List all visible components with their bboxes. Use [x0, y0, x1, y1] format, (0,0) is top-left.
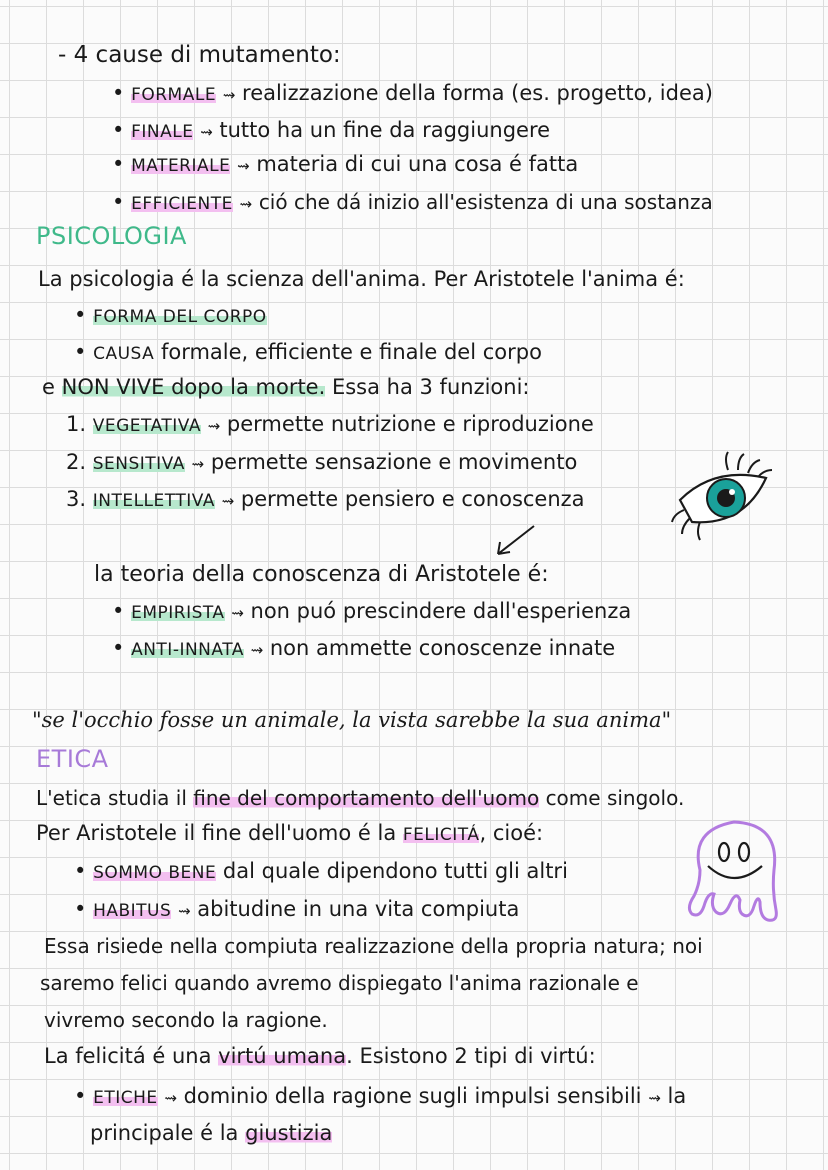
etica-para-3: vivremo secondo la ragione.	[44, 1008, 328, 1032]
text: , cioé:	[479, 821, 544, 845]
def-empirista: non puó prescindere dall'esperienza	[250, 599, 632, 623]
text: La felicitá é una	[44, 1044, 212, 1068]
psicologia-bullet-causa	[74, 339, 542, 367]
term-materiale: MATERIALE	[131, 156, 231, 176]
arrow-icon: ⇝	[191, 455, 205, 473]
etica-para-2: saremo felici quando avremo dispiegato l'anima razionale e	[40, 971, 639, 995]
text: e	[42, 375, 55, 399]
arrow-icon: ⇝	[222, 86, 236, 104]
text: L'etica studia il	[36, 786, 187, 810]
psicologia-intro: La psicologia é la scienza dell'anima. Per Aristotele l'anima é:	[38, 267, 685, 291]
term-forma-corpo: FORMA DEL CORPO	[93, 307, 267, 327]
cause-item-materiale	[112, 151, 578, 179]
def-formale: realizzazione della forma (es. progetto, idea)	[242, 81, 713, 105]
arrow-icon: ⇝	[177, 902, 191, 920]
etica-line-1	[36, 785, 684, 811]
bullet: •	[112, 599, 125, 623]
arrow-icon: ⇝	[207, 417, 221, 435]
bullet: •	[74, 897, 87, 921]
arrow-icon: ⇝	[239, 195, 253, 213]
def-efficiente: ció che dá inizio all'esistenza di una sostanza	[258, 190, 713, 214]
teoria-intro: la teoria della conoscenza di Aristotele é:	[94, 562, 549, 587]
arrow-icon: ⇝	[237, 157, 250, 175]
highlight-virtu-umana: virtú umana	[218, 1044, 347, 1068]
highlight-felicita: FELICITÁ	[402, 825, 480, 845]
term-habitus: HABITUS	[93, 901, 172, 921]
text: principale é la	[90, 1121, 239, 1145]
highlight-fine-comportamento: fine del comportamento dell'uomo	[193, 786, 540, 810]
quote: "se l'occhio fosse un animale, la vista sarebbe la sua anima"	[32, 708, 672, 732]
etica-line-virtu	[44, 1043, 596, 1069]
term-finale: FINALE	[131, 122, 194, 142]
cause-title: - 4 cause di mutamento:	[58, 42, 341, 68]
teoria-item-empirista	[112, 598, 631, 626]
highlight-giustizia: giustizia	[245, 1121, 333, 1145]
arrow-down-icon	[490, 522, 540, 562]
arrow-icon: ⇝	[250, 641, 264, 659]
arrow-icon: ⇝	[164, 1089, 177, 1107]
arrow-icon: ⇝	[231, 604, 244, 622]
text: Essa ha 3 funzioni:	[331, 375, 530, 399]
etica-bullet-sommo-bene	[74, 858, 568, 886]
cause-item-finale	[112, 117, 550, 145]
def-finale: tutto ha un fine da raggiungere	[219, 118, 551, 142]
term-causa: CAUSA	[93, 344, 155, 364]
section-heading-psicologia: PSICOLOGIA	[36, 222, 187, 250]
highlight-non-vive: NON VIVE dopo la morte.	[61, 375, 326, 399]
number: 2.	[66, 450, 87, 474]
bullet: •	[112, 118, 125, 142]
text: Per Aristotele il fine dell'uomo é la	[36, 821, 397, 845]
bullet: •	[74, 1084, 87, 1108]
term-formale: FORMALE	[131, 85, 217, 105]
text: . Esistono 2 tipi di virtú:	[346, 1044, 596, 1068]
term-empirista: EMPIRISTA	[131, 603, 225, 623]
arrow-icon: ⇝	[200, 123, 213, 141]
etica-bullet-etiche	[74, 1083, 686, 1111]
def-intellettiva: permette pensiero e conoscenza	[240, 487, 585, 511]
bullet: •	[112, 636, 125, 660]
def-anti-innata: non ammette conoscenze innate	[269, 636, 616, 660]
bullet: •	[112, 152, 125, 176]
bullet: •	[74, 340, 87, 364]
text: la	[667, 1084, 687, 1108]
def-vegetativa: permette nutrizione e riproduzione	[226, 412, 594, 436]
def-etiche: dominio della ragione sugli impulsi sensibili	[183, 1084, 642, 1108]
arrow-icon: ⇝	[221, 492, 235, 510]
function-item-sensitiva	[66, 449, 577, 477]
cause-item-efficiente	[112, 189, 713, 217]
number: 1.	[66, 412, 87, 436]
etica-bullet-habitus	[74, 896, 519, 924]
psicologia-non-vive	[42, 374, 530, 400]
etica-bullet-etiche-cont	[90, 1120, 332, 1146]
function-item-vegetativa	[66, 411, 594, 439]
number: 3.	[66, 487, 87, 511]
etica-para-1: Essa risiede nella compiuta realizzazione della propria natura; noi	[44, 934, 703, 958]
term-efficiente: EFFICIENTE	[131, 194, 233, 214]
term-intellettiva: INTELLETTIVA	[92, 491, 215, 511]
term-vegetativa: VEGETATIVA	[92, 416, 201, 436]
text: come singolo.	[545, 786, 685, 810]
psicologia-bullet-forma	[74, 302, 267, 330]
term-sensitiva: SENSITIVA	[92, 454, 185, 474]
def-materiale: materia di cui una cosa é fatta	[256, 152, 579, 176]
def-sensitiva: permette sensazione e movimento	[210, 450, 578, 474]
term-etiche: ETICHE	[93, 1088, 158, 1108]
term-sommo-bene: SOMMO BENE	[93, 863, 217, 883]
section-heading-etica: ETICA	[36, 745, 109, 773]
arrow-icon: ⇝	[648, 1089, 661, 1107]
def-sommo-bene: dal quale dipendono tutti gli altri	[222, 859, 568, 883]
bullet: •	[112, 190, 125, 214]
melting-smiley-icon	[680, 810, 790, 930]
eye-icon	[666, 448, 786, 548]
term-anti-innata: ANTI-INNATA	[131, 640, 244, 660]
def-causa: formale, efficiente e finale del corpo	[160, 340, 542, 364]
etica-line-2	[36, 820, 543, 848]
bullet: •	[112, 81, 125, 105]
function-item-intellettiva	[66, 486, 585, 514]
cause-item-formale	[112, 80, 713, 108]
bullet: •	[74, 859, 87, 883]
bullet: •	[74, 303, 87, 327]
teoria-item-anti-innata	[112, 635, 615, 663]
def-habitus: abitudine in una vita compiuta	[197, 897, 520, 921]
